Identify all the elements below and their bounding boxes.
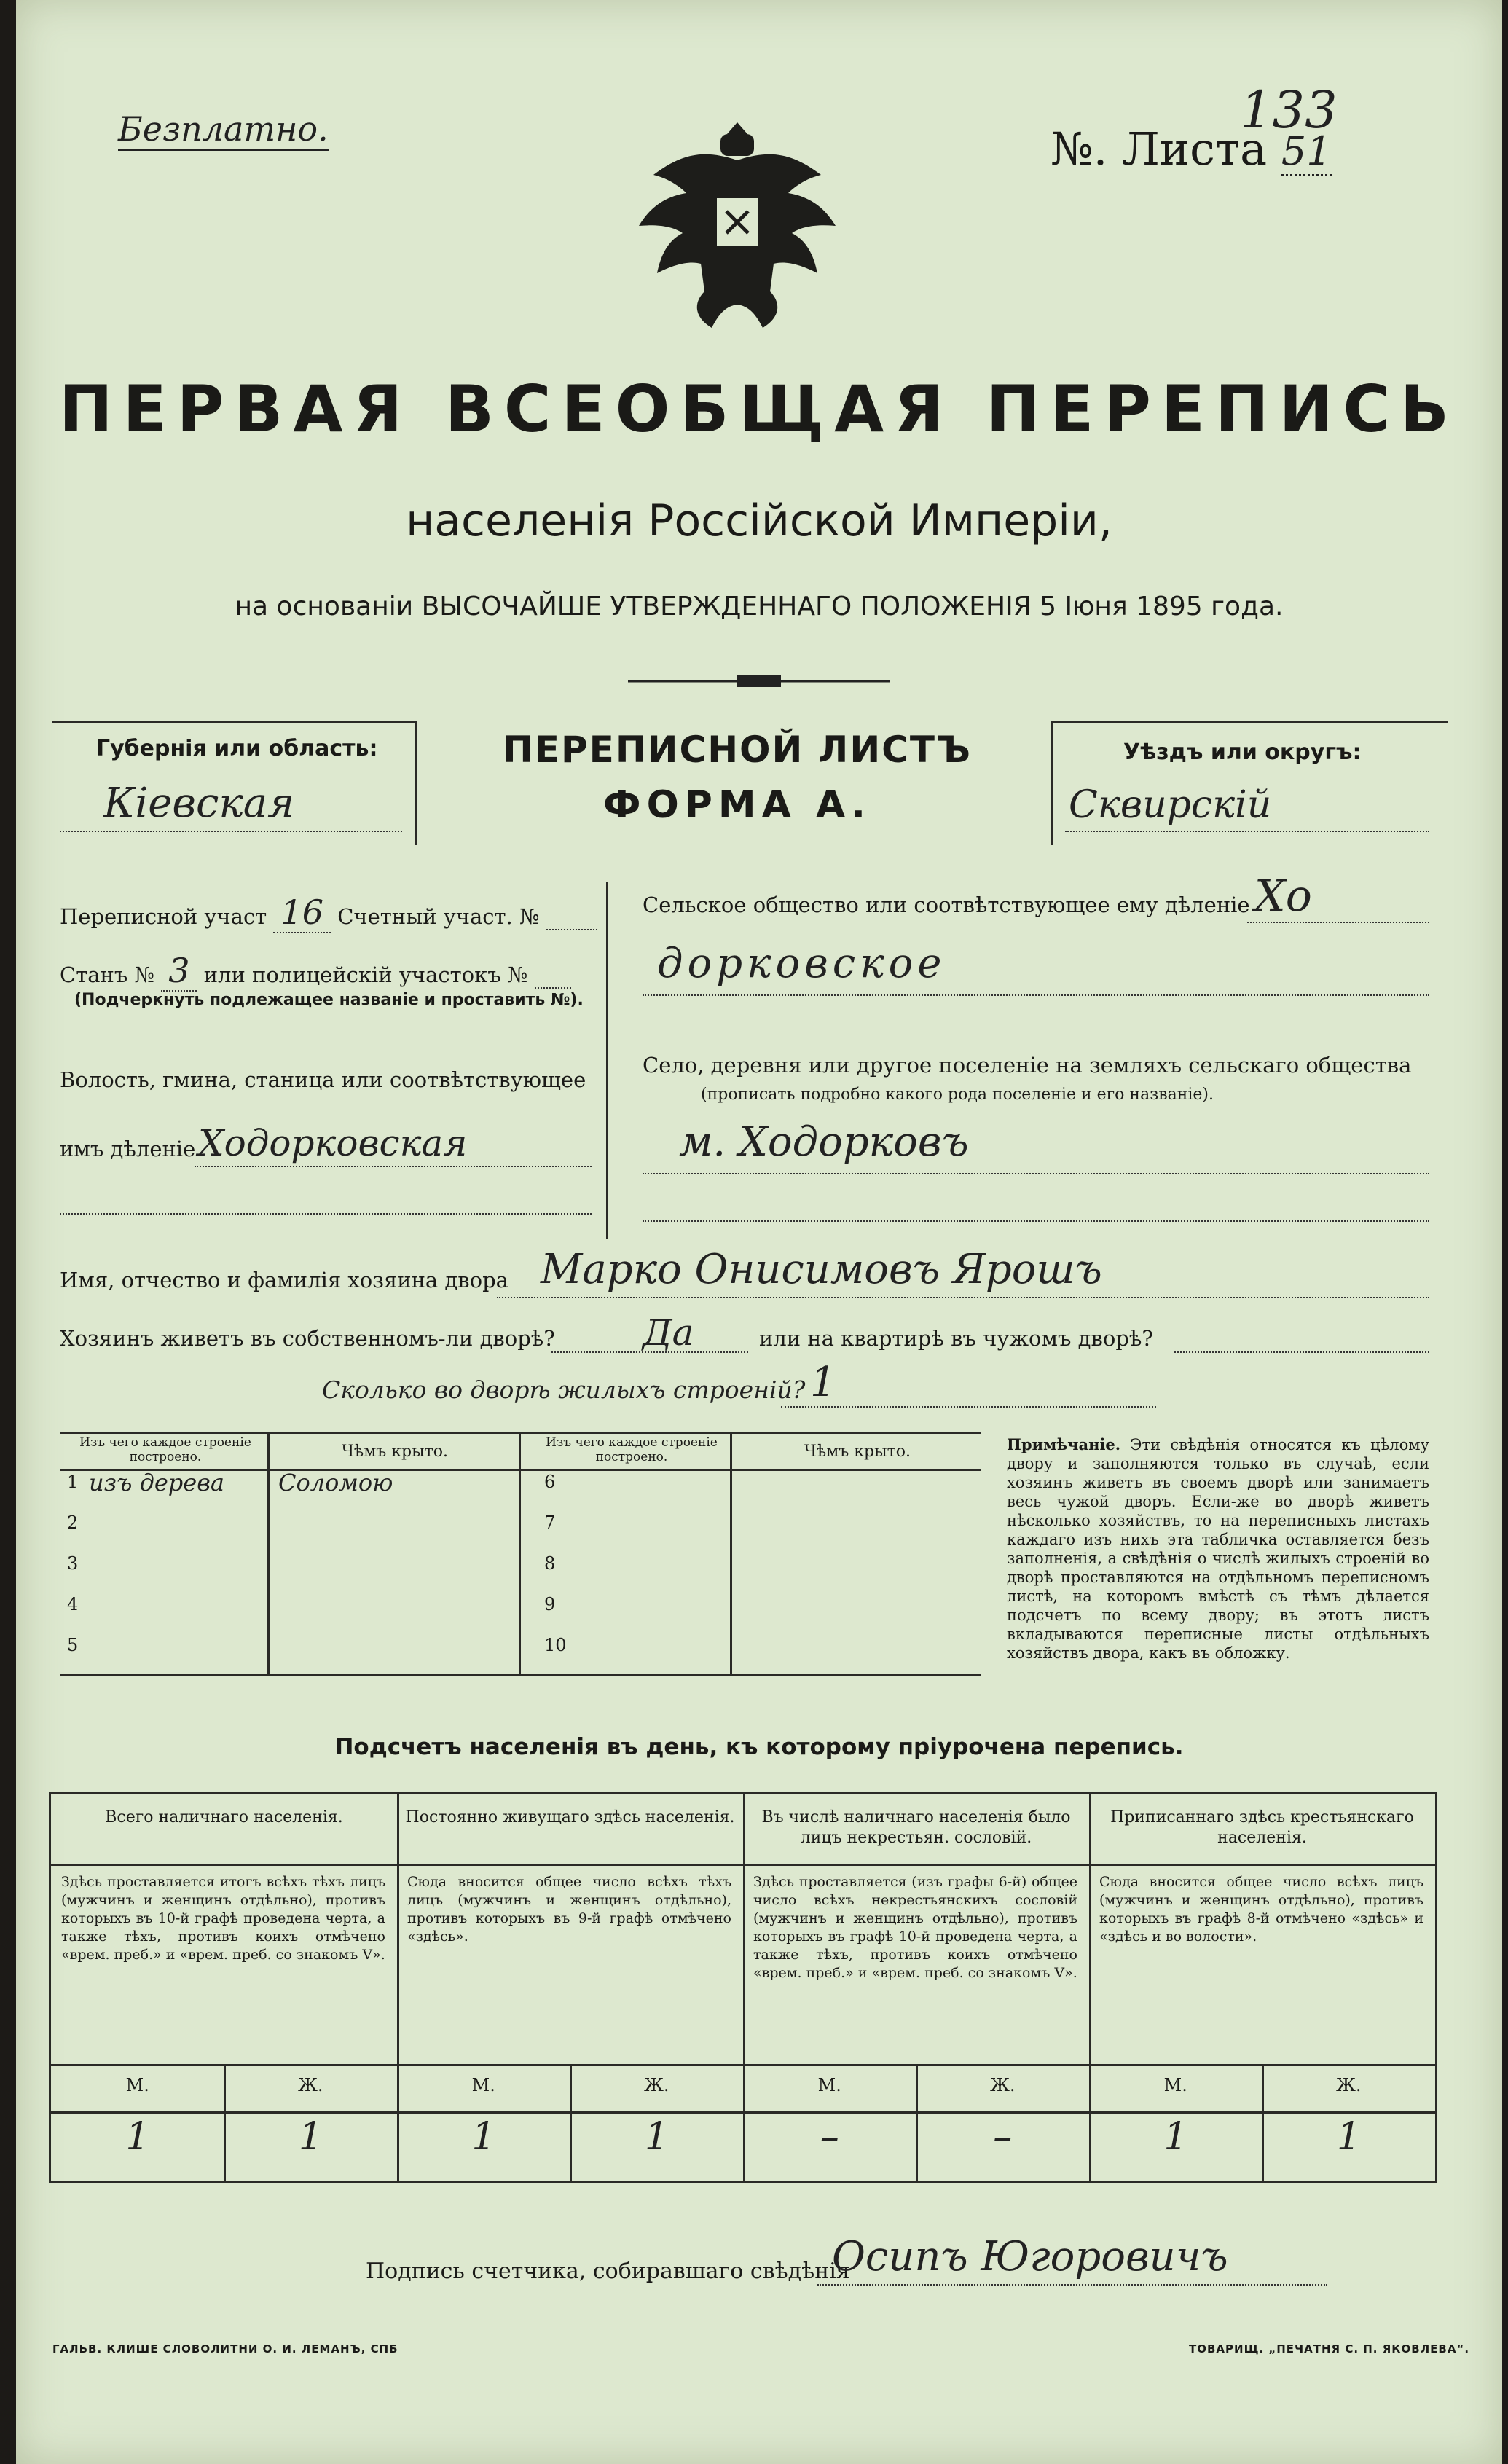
owner-name-line [497,1297,1429,1298]
column-divider [606,882,608,1239]
imperial-eagle-emblem [624,109,850,350]
schetny-label: Счетный участ. № [337,904,540,929]
census-title: ПЕРВАЯ ВСЕОБЩАЯ ПЕРЕПИСЬ [59,372,1459,447]
building-roof: Соломою [278,1469,393,1496]
guberniya-line [60,831,402,832]
buildings-table [60,1432,981,1676]
form-subtitle: ФОРМА А. [603,783,871,827]
free-label: Безплатно. [118,109,329,151]
population-column-title: Постоянно живущаго здѣсь населенія. [405,1808,735,1827]
building-row-number: 4 [67,1594,79,1614]
building-row-number: 5 [67,1635,79,1655]
census-subtitle: населенія Россійской Имперіи, [406,495,1112,546]
male-header: М. [125,2075,149,2095]
archive-number: 133 [1240,80,1338,140]
female-count: 1 [298,2115,323,2159]
uchastok-label: Переписной участ [60,904,267,929]
guberniya-box-right [415,721,417,845]
female-header: Ж. [989,2075,1016,2095]
building-row-number: 9 [544,1594,556,1614]
underline-note: (Подчеркнуть подлежащее названіе и проставить №). [74,991,584,1009]
male-header: М. [817,2075,841,2095]
uezd-box-left [1051,721,1053,845]
sheet-number-text: №. Листа [1051,122,1268,176]
population-column-title: Въ числѣ наличнаго населенія было лицъ некрестьян. сословій. [761,1808,1071,1847]
guberniya-box-top [52,721,417,723]
signature-line [817,2284,1327,2286]
population-column-description: Здѣсь проставляется (изъ графы 6-й) общее число всѣхъ некрестьянскихъ сословій (мужчинъ и женщинъ отдѣльно), противъ которыхъ въ графѣ 10-й проведена черта, а также тѣхъ, противъ коихъ отмѣчено «врем. преб.» и «врем. преб. со знакомъ V». [753,1874,1077,1981]
village-line [643,1173,1429,1174]
male-count: 1 [125,2115,150,2159]
volost-label-2: имъ дѣленіе [60,1137,196,1161]
society-line-2 [643,994,1429,996]
uezd-label: Уѣздъ или округъ: [1123,739,1362,765]
male-count: 1 [471,2115,496,2159]
society-value-1: Хо [1254,871,1312,922]
signature-label: Подпись счетчика, собиравшаго свѣдѣнія [366,2259,850,2284]
population-column-description: Сюда вносится общее число всѣхъ тѣхъ лицъ (мужчинъ и женщинъ отдѣльно), противъ которыхъ въ 9-й графѣ отмѣчено «здѣсь». [407,1874,731,1945]
buildings-count-label: Сколько во дворѣ жилыхъ строеній? [322,1376,806,1404]
male-header: М. [1163,2075,1187,2095]
buildings-count-line [781,1406,1156,1408]
building-row-number: 3 [67,1553,79,1574]
male-count: 1 [1163,2115,1188,2159]
own-yard-label: Хозяинъ живетъ въ собственномъ-ли дворѣ? [60,1326,555,1351]
volost-line [195,1166,592,1167]
schetny-blank [546,904,597,930]
building-row-number: 1 [67,1472,79,1492]
population-column-title: Приписаннаго здѣсь крестьянскаго населенія. [1110,1808,1414,1847]
roof-header-right: Чѣмъ крыто. [804,1443,911,1461]
female-header: Ж. [643,2075,669,2095]
population-desc-line [51,2064,1435,2066]
building-material: изъ дерева [89,1469,224,1496]
uchastok-value: 16 [273,892,331,933]
female-count: 1 [644,2115,669,2159]
guberniya-value: Кіевская [103,780,295,827]
police-label: или полицейскій участокъ № [203,962,528,987]
building-row-number: 7 [544,1512,556,1533]
sheet-number-value: 51 [1281,128,1332,176]
building-row-number: 8 [544,1553,556,1574]
print-credit-left: ГАЛЬВ. КЛИШЕ СЛОВОЛИТНИ О. И. ЛЕМАНЪ, СПБ [52,2342,398,2355]
population-column-description: Сюда вносится общее число всѣхъ лицъ (мужчинъ и женщинъ отдѣльно), противъ которыхъ въ графѣ 8-й отмѣчено «здѣсь» и «здѣсь и во волости». [1099,1874,1423,1945]
buildings-note [1007,1435,1429,1663]
population-mf-line [51,2111,1435,2114]
volost-line-2 [60,1213,592,1215]
owner-name-label: Имя, отчество и фамилія хозяина двора [60,1268,508,1292]
uchastok-row [60,892,597,932]
form-title: ПЕРЕПИСНОЙ ЛИСТЪ [503,729,972,771]
volost-value: Ходорковская [198,1122,468,1164]
own-yard-line [551,1351,748,1353]
police-blank [535,962,571,989]
uezd-value: Сквирскій [1069,783,1272,827]
own-yard-value: Да [643,1311,694,1354]
material-header-right: Изъ чего каждое строеніе построено. [546,1435,718,1464]
building-row-number: 2 [67,1512,79,1533]
population-column-title: Всего наличнаго населенія. [105,1808,343,1827]
society-line-1 [1247,922,1429,923]
male-header: М. [471,2075,495,2095]
signature-value: Осипъ Югоровичъ [832,2233,1228,2280]
uezd-box-top [1051,721,1448,723]
population-table [49,1792,1437,2183]
society-value-2: дорковское [657,940,946,987]
guberniya-label: Губернія или область: [96,736,378,761]
note-title: Примѣчаніе. [1007,1435,1121,1453]
female-count: 1 [1336,2115,1361,2159]
building-row-number: 10 [544,1635,567,1655]
note-text: Эти свѣдѣнія относятся къ цѣлому двору и заполняются только въ случаѣ, если хозяинъ живетъ въ своемъ дворѣ или занимаетъ весь чужой дворъ. Если-же во дворѣ живетъ нѣсколько хозяйствъ, то на переписныхъ листахъ каждаго изъ нихъ эта табличка оставляется безъ заполненія, а свѣдѣнія о числѣ жилыхъ строеній во дворѣ проставляются на отдѣльномъ переписномъ листѣ, на которомъ вмѣстѣ съ тѣмъ дѣлается подсчетъ по всему двору; въ этотъ листъ вкладываются переписные листы отдѣльныхъ хозяйствъ двора, какъ въ обложку. [1007,1436,1429,1662]
legal-basis: на основаніи ВЫСОЧАЙШЕ УТВЕРЖДЕННАГО ПОЛОЖЕНІЯ 5 Іюня 1895 года. [235,592,1284,621]
female-header: Ж. [1335,2075,1362,2095]
buildings-count-value: 1 [810,1359,836,1406]
village-label: Село, деревня или другое поселеніе на земляхъ сельскаго общества [643,1053,1412,1078]
uezd-line [1065,831,1429,832]
population-heading: Подсчетъ населенія въ день, къ которому пріурочена перепись. [334,1734,1184,1760]
volost-label: Волость, гмина, станица или соотвѣтствующее [60,1067,586,1092]
print-credit-right: ТОВАРИЩ. „ПЕЧАТНЯ С. П. ЯКОВЛЕВА“. [1189,2342,1470,2355]
owner-name-value: Марко Онисимовъ Ярошъ [541,1246,1102,1293]
stan-label: Станъ № [60,962,154,987]
roof-header-left: Чѣмъ крыто. [341,1443,449,1461]
building-row-number: 6 [544,1472,556,1492]
male-count: – [820,2115,839,2159]
stan-row [60,951,571,990]
female-count: – [993,2115,1013,2159]
village-value: м. Ходорковъ [679,1118,969,1166]
census-form-sheet [16,0,1502,2464]
population-title-line [51,1864,1435,1866]
rent-yard-line [1174,1351,1429,1353]
female-header: Ж. [297,2075,323,2095]
material-header-left: Изъ чего каждое строеніе построено. [79,1435,251,1464]
rent-yard-label: или на квартирѣ въ чужомъ дворѣ? [759,1326,1153,1351]
village-note: (прописать подробно какого рода поселеніе и его названіе). [701,1086,1214,1104]
ornament-divider [628,674,890,688]
population-column-description: Здѣсь проставляется итогъ всѣхъ тѣхъ лицъ (мужчинъ и женщинъ отдѣльно), противъ которыхъ въ 10-й графѣ проведена черта, а также тѣхъ, противъ коихъ отмѣчено «врем. преб.» и «врем. преб. со знакомъ V». [61,1874,385,1963]
stan-value: 3 [161,951,197,992]
society-label: Сельское общество или соотвѣтствующее ему дѣленіе [643,892,1250,917]
village-line-2 [643,1220,1429,1222]
